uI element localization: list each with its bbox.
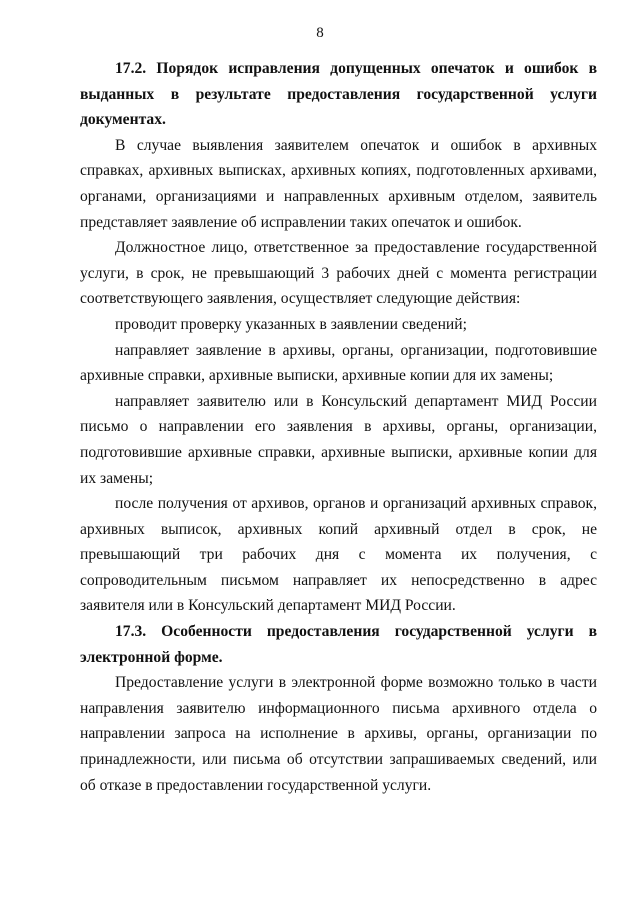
paragraph-send-to-archives: направляет заявление в архивы, органы, организации, подготовившие архивные справки, архивные выписки, архивные копии для их замены;	[80, 341, 597, 385]
paragraph-error-detection: В случае выявления заявителем опечаток и ошибок в архивных справках, архивных выписках, архивных копиях, подготовленных архивами, органами, организациями и направленных архивным отделом, заявитель представляет заявление об исправлении таких опечаток и ошибок.	[80, 136, 597, 231]
paragraph-check-info: проводит проверку указанных в заявлении сведений;	[115, 315, 467, 333]
document-body	[80, 56, 597, 798]
paragraph-forward-documents: после получения от архивов, органов и организаций архивных справок, архивных выписок, архивных копий архивный отдел в срок, не превышающий три рабочих дня с момента их получения, с сопроводительным письмом направляет их непосредственно в адрес заявителя или в Консульский департамент МИД России.	[80, 495, 597, 615]
section-heading-17-2: 17.2. Порядок исправления допущенных опечаток и ошибок в выданных в результате предоставления государственной услуги документах.	[80, 60, 597, 129]
section-heading-17-3: 17.3. Особенности предоставления государственной услуги в электронной форме.	[80, 623, 597, 666]
paragraph-notify-applicant: направляет заявителю или в Консульский департамент МИД России письмо о направлении его заявления в архивы, органы, организации, подготовившие архивные справки, архивные выписки, архивные копии для их замены;	[80, 392, 597, 487]
page-number: 8	[316, 25, 324, 41]
paragraph-official-actions: Должностное лицо, ответственное за предоставление государственной услуги, в срок, не превышающий 3 рабочих дней с момента регистрации соответствующего заявления, осуществляет следующие действия:	[80, 239, 597, 308]
paragraph-electronic-form: Предоставление услуги в электронной форме возможно только в части направления заявителю информационного письма архивного отдела о направлении запроса на исполнение в архивы, органы, организации по принадлежности, или письма об отсутствии запрашиваемых сведений, или об отказе в предоставлении государственной услуги.	[80, 674, 597, 794]
